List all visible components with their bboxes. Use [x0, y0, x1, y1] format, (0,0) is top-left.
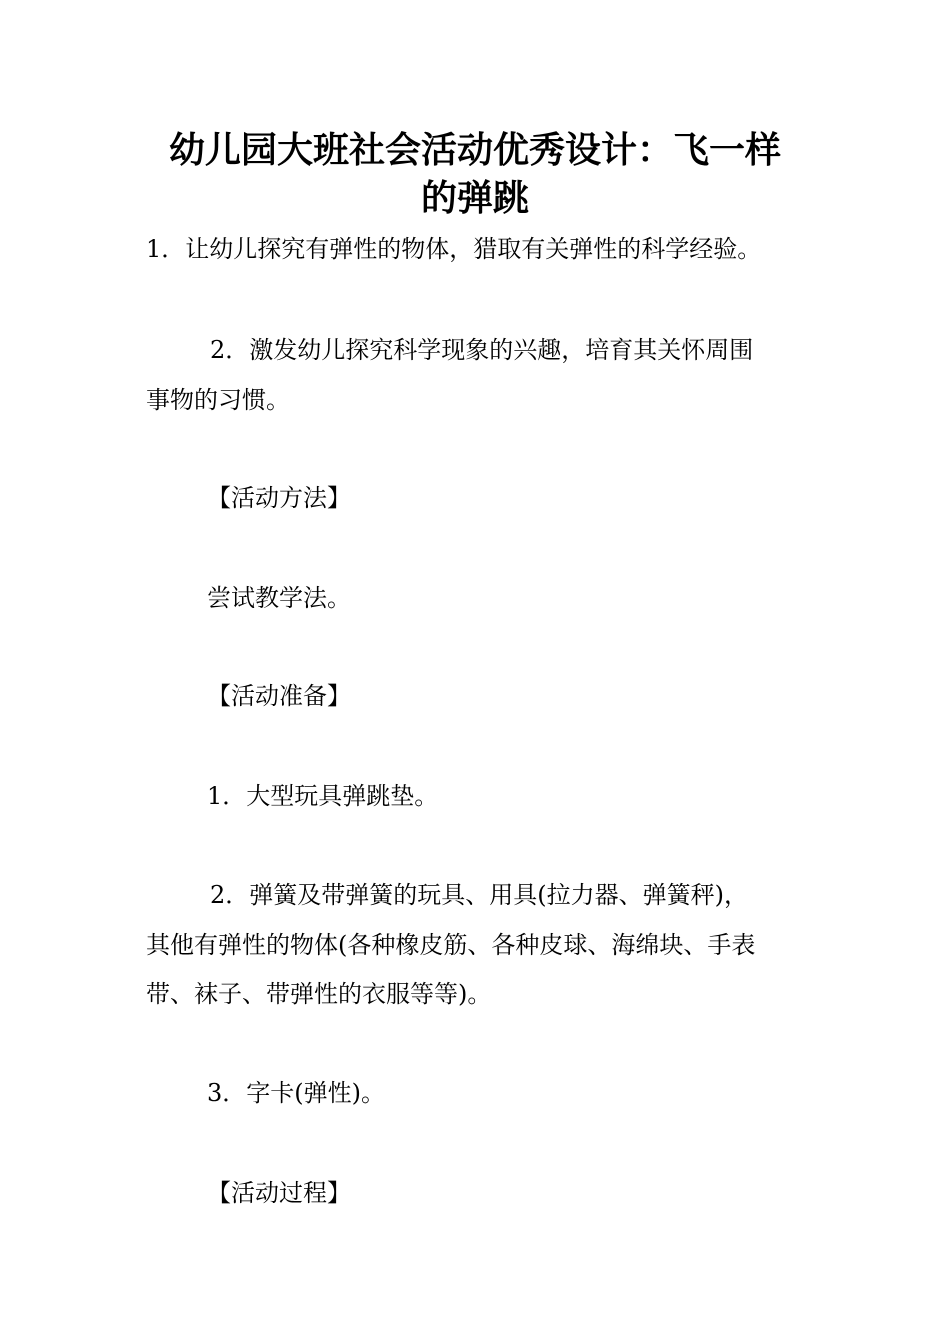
preparation-item-2-line-1: 2．弹簧及带弹簧的玩具、用具(拉力器、弹簧秤)， [210, 881, 748, 909]
goal-2-line-2: 事物的习惯。 [146, 386, 290, 414]
method-text: 尝试教学法。 [207, 584, 351, 612]
preparation-item-1: 1．大型玩具弹跳垫。 [207, 782, 439, 810]
preparation-item-2-line-2: 其他有弹性的物体(各种橡皮筋、各种皮球、海绵块、手表 [146, 931, 756, 959]
preparation-heading: 【活动准备】 [207, 682, 351, 710]
preparation-item-2-line-3: 带、袜子、带弹性的衣服等等)。 [146, 980, 492, 1008]
method-heading: 【活动方法】 [207, 484, 351, 512]
process-heading: 【活动过程】 [207, 1179, 351, 1207]
goal-2-line-1: 2．激发幼儿探究科学现象的兴趣，培育其关怀周围 [210, 336, 754, 364]
goal-1: 1．让幼儿探究有弹性的物体，猎取有关弹性的科学经验。 [146, 235, 762, 263]
document-title-line-1: 幼儿园大班社会活动优秀设计：飞一样 [168, 130, 781, 171]
preparation-item-3: 3．字卡(弹性)。 [207, 1079, 385, 1107]
document-title-line-2: 的弹跳 [420, 178, 529, 219]
